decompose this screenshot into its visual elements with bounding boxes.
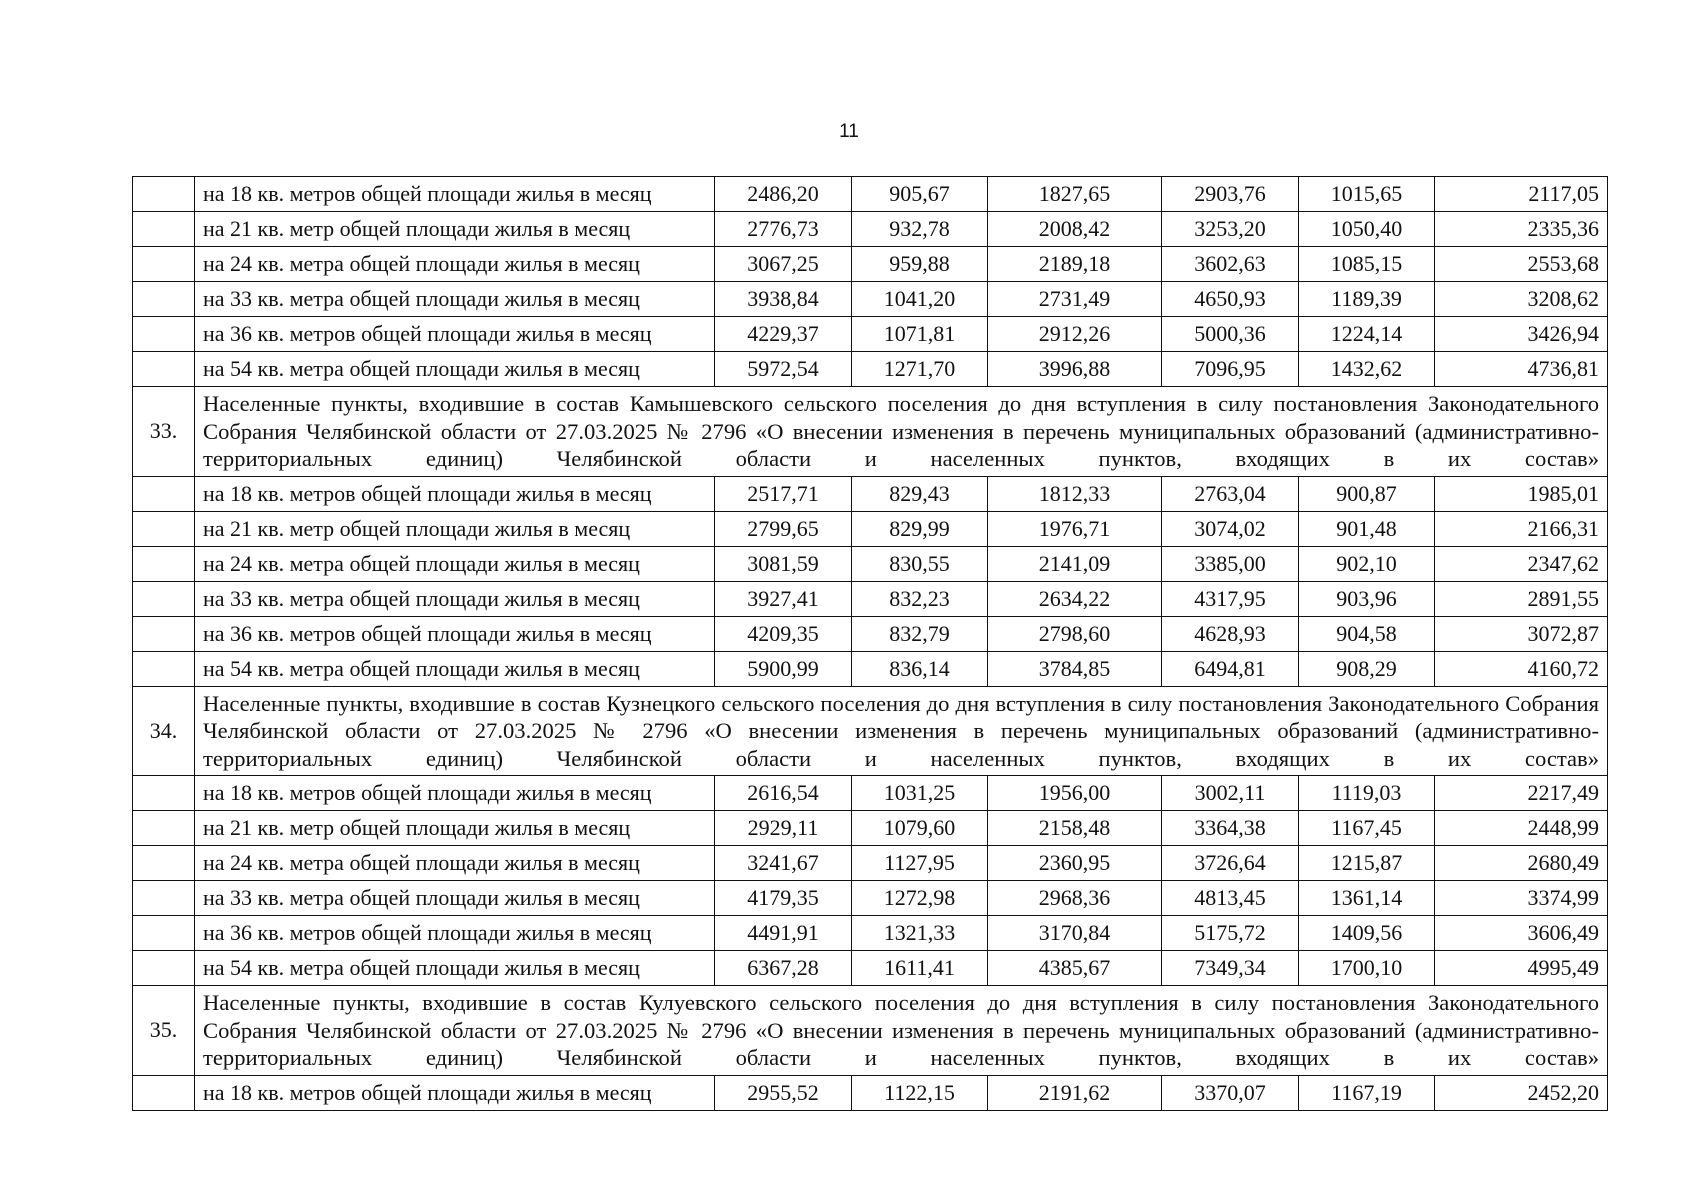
value-cell-1: 5972,54: [715, 352, 852, 387]
value-cell-1: 3081,59: [715, 546, 852, 581]
table-row: [133, 776, 1608, 811]
value-cell-6: 3072,87: [1435, 616, 1608, 651]
row-number-cell: [133, 177, 195, 212]
value-cell-5: 904,58: [1299, 616, 1435, 651]
table-row: [133, 177, 1608, 212]
value-cell-4: 4813,45: [1162, 881, 1299, 916]
value-cell-2: 1321,33: [852, 916, 988, 951]
value-cell-1: 3067,25: [715, 247, 852, 282]
value-cell-6: 2335,36: [1435, 212, 1608, 247]
value-cell-2: 1031,25: [852, 776, 988, 811]
value-cell-3: 1956,00: [988, 776, 1162, 811]
row-number-cell: [133, 951, 195, 986]
value-cell-5: 1224,14: [1299, 317, 1435, 352]
row-number-cell: [133, 776, 195, 811]
group-number: 34.: [133, 686, 195, 776]
value-cell-2: 1272,98: [852, 881, 988, 916]
value-cell-2: 836,14: [852, 651, 988, 686]
value-cell-1: 4179,35: [715, 881, 852, 916]
value-cell-6: 2217,49: [1435, 776, 1608, 811]
table-row: [133, 581, 1608, 616]
value-cell-4: 4650,93: [1162, 282, 1299, 317]
tariff-table: [132, 176, 1608, 1111]
row-number-cell: [133, 511, 195, 546]
value-cell-3: 1827,65: [988, 177, 1162, 212]
row-label: на 54 кв. метра общей площади жилья в месяц: [195, 352, 715, 387]
value-cell-5: 1050,40: [1299, 212, 1435, 247]
value-cell-4: 6494,81: [1162, 651, 1299, 686]
value-cell-6: 2117,05: [1435, 177, 1608, 212]
value-cell-6: 2166,31: [1435, 511, 1608, 546]
value-cell-4: 3602,63: [1162, 247, 1299, 282]
row-label: на 54 кв. метра общей площади жилья в месяц: [195, 651, 715, 686]
value-cell-4: 3364,38: [1162, 811, 1299, 846]
value-cell-5: 1085,15: [1299, 247, 1435, 282]
group-header-row: [133, 387, 1608, 477]
value-cell-1: 2776,73: [715, 212, 852, 247]
table-row: [133, 247, 1608, 282]
value-cell-6: 4736,81: [1435, 352, 1608, 387]
value-cell-3: 2191,62: [988, 1075, 1162, 1110]
value-cell-4: 7096,95: [1162, 352, 1299, 387]
value-cell-4: 3370,07: [1162, 1075, 1299, 1110]
row-label: на 18 кв. метров общей площади жилья в месяц: [195, 1075, 715, 1110]
value-cell-5: 902,10: [1299, 546, 1435, 581]
value-cell-3: 1976,71: [988, 511, 1162, 546]
group-description: Населенные пункты, входившие в состав Кузнецкого сельского поселения до дня вступления в силу постановления Законодательного Собрания Челябинской области от 27.03.2025 № 2796 «О внесении изменения в перечень муниципальных образований (административно-территориальных единиц) Челябинской области и населенных пунктов, входящих в их состав»: [195, 686, 1608, 776]
row-label: на 24 кв. метра общей площади жилья в месяц: [195, 546, 715, 581]
value-cell-4: 3074,02: [1162, 511, 1299, 546]
value-cell-5: 1215,87: [1299, 846, 1435, 881]
value-cell-1: 6367,28: [715, 951, 852, 986]
value-cell-4: 2903,76: [1162, 177, 1299, 212]
value-cell-1: 2955,52: [715, 1075, 852, 1110]
value-cell-3: 2731,49: [988, 282, 1162, 317]
value-cell-5: 1119,03: [1299, 776, 1435, 811]
value-cell-1: 4229,37: [715, 317, 852, 352]
value-cell-6: 3606,49: [1435, 916, 1608, 951]
row-number-cell: [133, 546, 195, 581]
value-cell-4: 3253,20: [1162, 212, 1299, 247]
table-row: [133, 651, 1608, 686]
value-cell-1: 2486,20: [715, 177, 852, 212]
row-label: на 18 кв. метров общей площади жилья в месяц: [195, 476, 715, 511]
value-cell-2: 1122,15: [852, 1075, 988, 1110]
row-label: на 24 кв. метра общей площади жилья в месяц: [195, 247, 715, 282]
value-cell-5: 1167,45: [1299, 811, 1435, 846]
row-label: на 24 кв. метра общей площади жилья в месяц: [195, 846, 715, 881]
table-row: [133, 546, 1608, 581]
value-cell-2: 832,23: [852, 581, 988, 616]
value-cell-2: 1071,81: [852, 317, 988, 352]
table-row: [133, 846, 1608, 881]
row-number-cell: [133, 352, 195, 387]
value-cell-1: 3938,84: [715, 282, 852, 317]
table-row: [133, 811, 1608, 846]
value-cell-6: 4995,49: [1435, 951, 1608, 986]
value-cell-2: 932,78: [852, 212, 988, 247]
value-cell-5: 908,29: [1299, 651, 1435, 686]
value-cell-6: 2680,49: [1435, 846, 1608, 881]
value-cell-2: 959,88: [852, 247, 988, 282]
value-cell-2: 1041,20: [852, 282, 988, 317]
table-row: [133, 951, 1608, 986]
value-cell-6: 4160,72: [1435, 651, 1608, 686]
value-cell-3: 1812,33: [988, 476, 1162, 511]
row-number-cell: [133, 616, 195, 651]
table-row: [133, 616, 1608, 651]
value-cell-5: 1015,65: [1299, 177, 1435, 212]
row-number-cell: [133, 811, 195, 846]
value-cell-5: 900,87: [1299, 476, 1435, 511]
table-row: [133, 511, 1608, 546]
value-cell-1: 5900,99: [715, 651, 852, 686]
value-cell-2: 830,55: [852, 546, 988, 581]
row-label: на 36 кв. метров общей площади жилья в месяц: [195, 916, 715, 951]
value-cell-1: 3241,67: [715, 846, 852, 881]
group-description: Населенные пункты, входившие в состав Камышевского сельского поселения до дня вступления в силу постановления Законодательного Собрания Челябинской области от 27.03.2025 № 2796 «О внесении изменения в перечень муниципальных образований (административно-территориальных единиц) Челябинской области и населенных пунктов, входящих в их состав»: [195, 387, 1608, 477]
value-cell-4: 5000,36: [1162, 317, 1299, 352]
value-cell-5: 1361,14: [1299, 881, 1435, 916]
value-cell-5: 1432,62: [1299, 352, 1435, 387]
group-header-row: [133, 986, 1608, 1076]
table-row: [133, 1075, 1608, 1110]
row-number-cell: [133, 212, 195, 247]
table-row: [133, 881, 1608, 916]
value-cell-3: 2158,48: [988, 811, 1162, 846]
table-row: [133, 916, 1608, 951]
value-cell-2: 829,99: [852, 511, 988, 546]
row-number-cell: [133, 247, 195, 282]
value-cell-6: 1985,01: [1435, 476, 1608, 511]
value-cell-3: 2008,42: [988, 212, 1162, 247]
value-cell-4: 4317,95: [1162, 581, 1299, 616]
value-cell-1: 2517,71: [715, 476, 852, 511]
table-row: [133, 476, 1608, 511]
group-description: Населенные пункты, входившие в состав Кулуевского сельского поселения до дня вступления в силу постановления Законодательного Собрания Челябинской области от 27.03.2025 № 2796 «О внесении изменения в перечень муниципальных образований (административно-территориальных единиц) Челябинской области и населенных пунктов, входящих в их состав»: [195, 986, 1608, 1076]
value-cell-3: 3170,84: [988, 916, 1162, 951]
value-cell-6: 3208,62: [1435, 282, 1608, 317]
value-cell-5: 1167,19: [1299, 1075, 1435, 1110]
page-number: 11: [839, 121, 859, 142]
row-label: на 18 кв. метров общей площади жилья в месяц: [195, 776, 715, 811]
group-number: 33.: [133, 387, 195, 477]
value-cell-6: 2347,62: [1435, 546, 1608, 581]
row-label: на 33 кв. метра общей площади жилья в месяц: [195, 581, 715, 616]
value-cell-3: 2141,09: [988, 546, 1162, 581]
value-cell-6: 2452,20: [1435, 1075, 1608, 1110]
value-cell-5: 1189,39: [1299, 282, 1435, 317]
value-cell-1: 3927,41: [715, 581, 852, 616]
value-cell-6: 3374,99: [1435, 881, 1608, 916]
table-row: [133, 282, 1608, 317]
value-cell-5: 901,48: [1299, 511, 1435, 546]
value-cell-1: 2616,54: [715, 776, 852, 811]
value-cell-1: 2929,11: [715, 811, 852, 846]
value-cell-4: 5175,72: [1162, 916, 1299, 951]
value-cell-4: 3002,11: [1162, 776, 1299, 811]
row-label: на 21 кв. метр общей площади жилья в месяц: [195, 811, 715, 846]
row-number-cell: [133, 282, 195, 317]
value-cell-4: 3385,00: [1162, 546, 1299, 581]
table-row: [133, 317, 1608, 352]
group-number: 35.: [133, 986, 195, 1076]
value-cell-3: 2634,22: [988, 581, 1162, 616]
row-label: на 33 кв. метра общей площади жилья в месяц: [195, 282, 715, 317]
value-cell-2: 829,43: [852, 476, 988, 511]
value-cell-5: 903,96: [1299, 581, 1435, 616]
table-row: [133, 212, 1608, 247]
row-number-cell: [133, 317, 195, 352]
row-label: на 21 кв. метр общей площади жилья в месяц: [195, 212, 715, 247]
row-number-cell: [133, 916, 195, 951]
table-body: [133, 177, 1608, 1111]
value-cell-3: 2968,36: [988, 881, 1162, 916]
value-cell-5: 1409,56: [1299, 916, 1435, 951]
value-cell-3: 2912,26: [988, 317, 1162, 352]
row-number-cell: [133, 846, 195, 881]
row-number-cell: [133, 476, 195, 511]
value-cell-2: 832,79: [852, 616, 988, 651]
row-label: на 18 кв. метров общей площади жилья в месяц: [195, 177, 715, 212]
value-cell-3: 2798,60: [988, 616, 1162, 651]
row-number-cell: [133, 1075, 195, 1110]
value-cell-3: 4385,67: [988, 951, 1162, 986]
value-cell-3: 2189,18: [988, 247, 1162, 282]
value-cell-2: 905,67: [852, 177, 988, 212]
value-cell-2: 1611,41: [852, 951, 988, 986]
value-cell-3: 3784,85: [988, 651, 1162, 686]
row-label: на 36 кв. метров общей площади жилья в месяц: [195, 317, 715, 352]
row-number-cell: [133, 581, 195, 616]
value-cell-3: 3996,88: [988, 352, 1162, 387]
value-cell-2: 1079,60: [852, 811, 988, 846]
value-cell-6: 2553,68: [1435, 247, 1608, 282]
value-cell-6: 2891,55: [1435, 581, 1608, 616]
table-row: [133, 352, 1608, 387]
value-cell-1: 4209,35: [715, 616, 852, 651]
row-label: на 54 кв. метра общей площади жилья в месяц: [195, 951, 715, 986]
value-cell-4: 7349,34: [1162, 951, 1299, 986]
value-cell-2: 1127,95: [852, 846, 988, 881]
value-cell-4: 3726,64: [1162, 846, 1299, 881]
row-label: на 21 кв. метр общей площади жилья в месяц: [195, 511, 715, 546]
value-cell-3: 2360,95: [988, 846, 1162, 881]
row-number-cell: [133, 651, 195, 686]
value-cell-6: 3426,94: [1435, 317, 1608, 352]
row-label: на 36 кв. метров общей площади жилья в месяц: [195, 616, 715, 651]
group-header-row: [133, 686, 1608, 776]
value-cell-1: 4491,91: [715, 916, 852, 951]
value-cell-4: 4628,93: [1162, 616, 1299, 651]
row-label: на 33 кв. метра общей площади жилья в месяц: [195, 881, 715, 916]
value-cell-2: 1271,70: [852, 352, 988, 387]
value-cell-6: 2448,99: [1435, 811, 1608, 846]
value-cell-1: 2799,65: [715, 511, 852, 546]
value-cell-5: 1700,10: [1299, 951, 1435, 986]
row-number-cell: [133, 881, 195, 916]
value-cell-4: 2763,04: [1162, 476, 1299, 511]
